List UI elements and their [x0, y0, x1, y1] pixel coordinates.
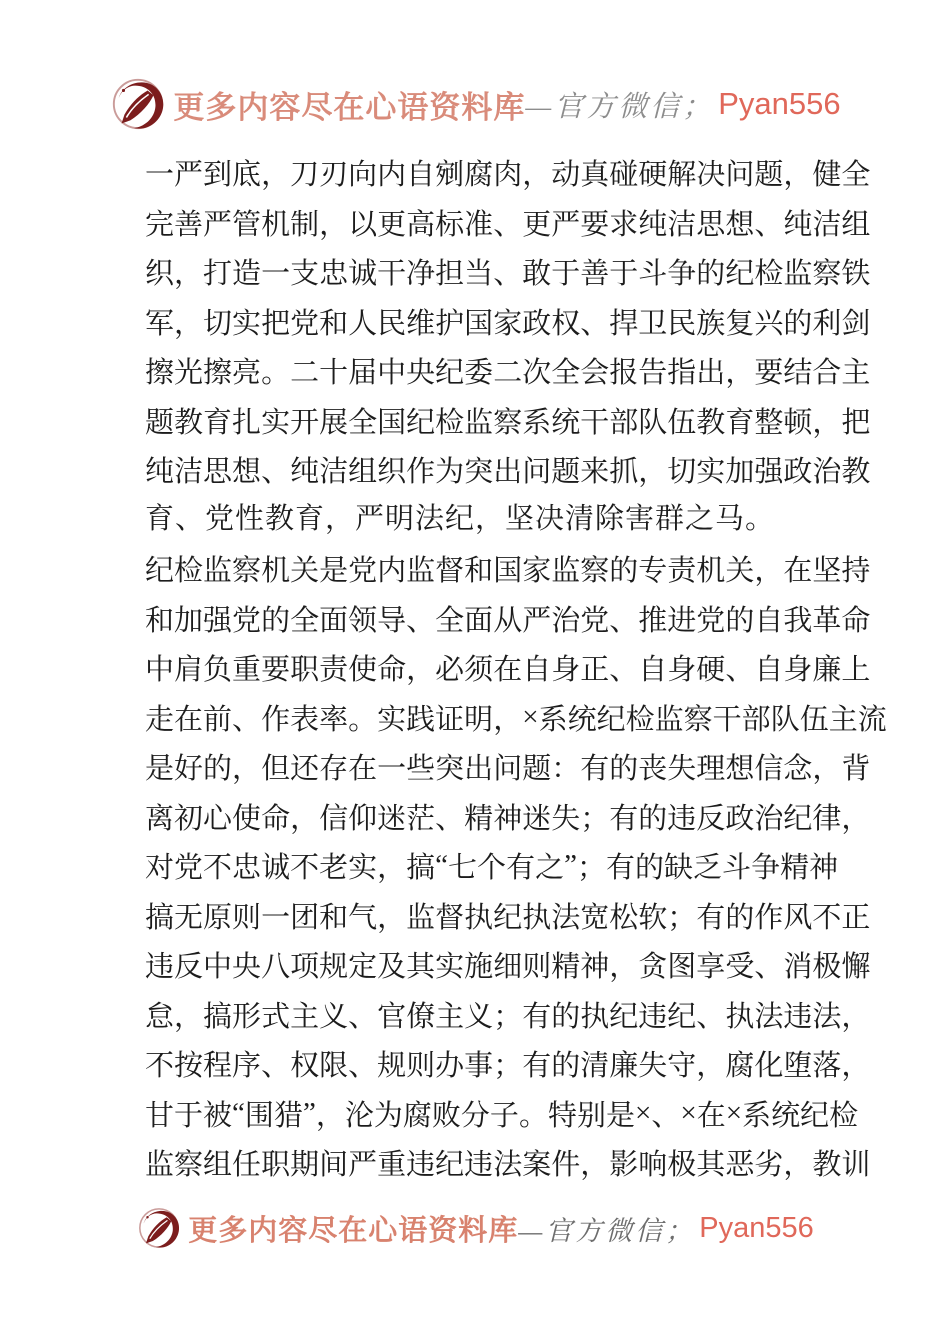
- text-line: 和 加 强 党 的 全 面 领 导 、 全 面 从 严 治 党 、 推 进 党 的 自 我 革 命: [145, 604, 871, 637]
- text-line: 是 好 的 ， 但 还 存 在 一 些 突 出 问 题 ： 有 的 丧 失 理 想 信 念 ， 背: [145, 753, 871, 786]
- text-line: 纯 洁 思 想 、 纯 洁 组 织 作 为 突 出 问 题 来 抓 ， 切 实 加 强 政 治 教: [145, 456, 871, 489]
- pen-nib-logo-icon: [136, 1205, 182, 1251]
- text-line: 织 ， 打 造 一 支 忠 诚 干 净 担 当 、 敢 于 善 于 斗 争 的 纪 检 监 察 铁: [145, 258, 871, 291]
- text-line: 甘 于 被 “ 围 猎 ” ， 沦 为 腐 败 分 子 。 特 别 是 × 、 × 在 × 系 统 纪 检: [145, 1096, 859, 1132]
- text-line: 中 肩 负 重 要 职 责 使 命 ， 必 须 在 自 身 正 、 自 身 硬 、 自 身 廉 上: [145, 654, 871, 687]
- text-line: 违 反 中 央 八 项 规 定 及 其 实 施 细 则 精 神 ， 贪 图 享 受 、 消 极 懈: [145, 951, 871, 984]
- wechat-account: Pyan556: [718, 86, 841, 121]
- pen-nib-logo-icon: [109, 75, 167, 133]
- document-body: [145, 148, 887, 1188]
- text-line: 一 严 到 底 ， 刀 刃 向 内 自 剜 腐 肉 ， 动 真 碰 硬 解 决 问 题 ， 健 全: [145, 159, 871, 192]
- header-watermark: [0, 72, 950, 136]
- text-line: 对 党 不 忠 诚 不 老 实 ， 搞 “ 七 个 有 之 ” ； 有 的 缺 乏 斗 争 精 神: [145, 849, 839, 885]
- wechat-label: —官方微信；: [525, 90, 715, 123]
- text-line: 题 教 育 扎 实 开 展 全 国 纪 检 监 察 系 统 干 部 队 伍 教 育 整 顿 ， 把: [145, 406, 871, 439]
- text-line: 不 按 程 序 、 权 限 、 规 则 办 事 ； 有 的 清 廉 失 守 ， 腐 化 堕 落 ，: [145, 1050, 871, 1083]
- text-line: 怠 ， 搞 形 式 主 义 、 官 僚 主 义 ； 有 的 执 纪 违 纪 、 执 法 违 法 ，: [145, 1000, 871, 1033]
- text-line: 走 在 前 、 作 表 率 。 实 践 证 明 ， × 系 统 纪 检 监 察 干 部 队 伍 主 流: [145, 700, 887, 736]
- brand-text: 更多内容尽在心语资料库: [173, 89, 526, 125]
- text-line: 完 善 严 管 机 制 ， 以 更 高 标 准 、 更 严 要 求 纯 洁 思 想 、 纯 洁 组: [145, 208, 871, 241]
- wechat-account: Pyan556: [699, 1211, 814, 1244]
- text-line: 擦 光 擦 亮 。 二 十 届 中 央 纪 委 二 次 全 会 报 告 指 出 ， 要 结 合 主: [145, 357, 871, 390]
- text-line: 军 ， 切 实 把 党 和 人 民 维 护 国 家 政 权 、 捍 卫 民 族 复 兴 的 利 剑: [145, 307, 871, 340]
- brand-text: 更多内容尽在心语资料库: [188, 1214, 519, 1247]
- text-line: 纪 检 监 察 机 关 是 党 内 监 督 和 国 家 监 察 的 专 责 机 关 ， 在 坚 持: [145, 555, 871, 588]
- text-line: 育、党性教育，严明法纪，坚决清除害群之马。: [145, 502, 776, 535]
- text-line: 离 初 心 使 命 ， 信 仰 迷 茫 、 精 神 迷 失 ； 有 的 违 反 政 治 纪 律 ，: [145, 802, 871, 835]
- paragraph: [145, 544, 887, 1188]
- wechat-label: —官方微信；: [518, 1215, 696, 1246]
- footer-watermark: [0, 1200, 950, 1256]
- text-line: 监 察 组 任 职 期 间 严 重 违 纪 违 法 案 件 ， 影 响 极 其 恶 劣 ， 教 训: [145, 1149, 871, 1182]
- text-line: 搞 无 原 则 一 团 和 气 ， 监 督 执 纪 执 法 宽 松 软 ； 有 的 作 风 不 正: [145, 901, 871, 934]
- paragraph: [145, 148, 871, 544]
